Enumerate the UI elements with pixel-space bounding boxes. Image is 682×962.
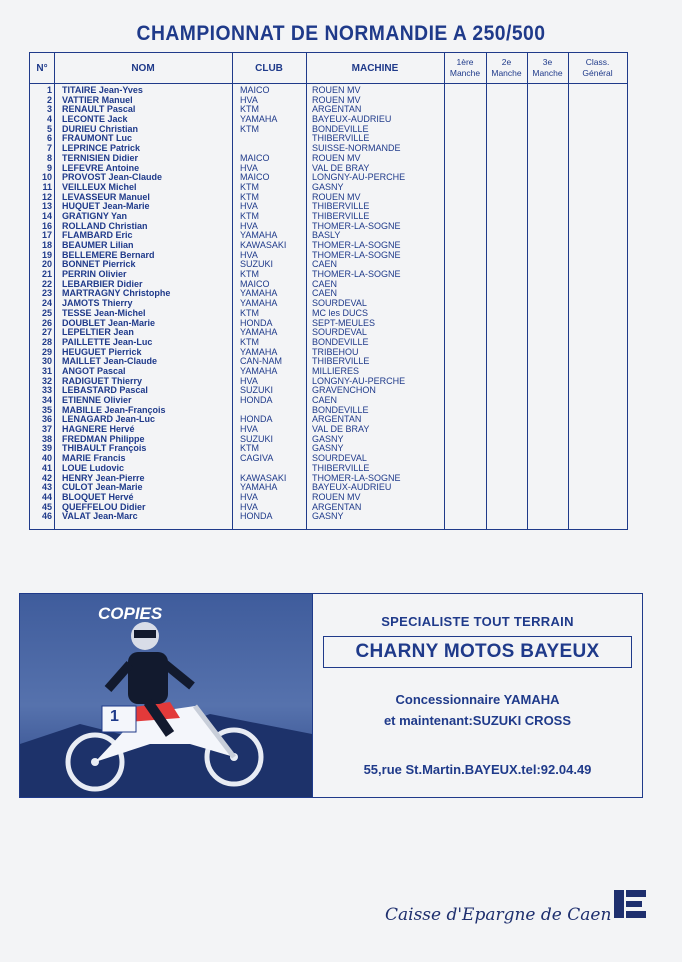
rider-number: 45 <box>41 501 52 512</box>
rider-number: 29 <box>41 346 52 357</box>
rider-number: 43 <box>41 482 52 493</box>
rider-club: KAWASAKI <box>240 472 287 483</box>
rider-club: YAMAHA <box>240 298 278 309</box>
page-title: CHAMPIONNAT DE NORMANDIE A 250/500 <box>136 22 546 45</box>
rider-club: SUZUKI <box>240 259 274 270</box>
dealer-line: Concessionnaire YAMAHA <box>395 692 560 707</box>
rider-machine: CAEN <box>312 259 338 270</box>
rider-name: LEBASTARD Pascal <box>62 385 148 396</box>
rider-machine: SUISSE-NORMANDE <box>312 143 401 154</box>
rider-machine: GASNY <box>312 511 344 522</box>
rider-number: 19 <box>41 249 52 260</box>
caisse-epargne-logo-icon <box>612 886 648 922</box>
dealer-brand: CHARNY MOTOS BAYEUX <box>323 636 632 668</box>
rider-machine: BONDEVILLE <box>312 336 369 347</box>
rider-club: KTM <box>240 210 259 221</box>
header-classement-bottom: Général <box>582 68 613 78</box>
rider-club: YAMAHA <box>240 327 278 338</box>
rider-number: 25 <box>41 307 52 318</box>
rider-machine: MILLIERES <box>312 365 360 376</box>
rider-machine: ROUEN MV <box>312 191 361 202</box>
header-manche-3 <box>527 53 568 83</box>
rider-machine: MC les DUCS <box>312 307 369 318</box>
rider-name: PAILLETTE Jean-Luc <box>62 336 153 347</box>
rider-name: RADIGUET Thierry <box>62 375 143 386</box>
rider-machine: LONGNY-AU-PERCHE <box>312 375 406 386</box>
rider-club: KAWASAKI <box>240 240 287 250</box>
rider-machine: ARGENTAN <box>312 414 362 425</box>
rider-club: KTM <box>240 104 259 115</box>
photo-caption: COPIES <box>98 604 163 623</box>
rider-number: 42 <box>41 472 52 483</box>
rider-club: KTM <box>240 191 259 202</box>
rider-name: ROLLAND Christian <box>62 220 148 231</box>
rider-machine: ARGENTAN <box>312 104 362 115</box>
rider-machine: ROUEN MV <box>312 94 361 105</box>
header-classement <box>568 53 627 83</box>
rider-machine: CAEN <box>312 278 338 289</box>
rider-name: LEPELTIER Jean <box>62 327 134 338</box>
rider-name: LEFEVRE Antoine <box>62 162 140 173</box>
rider-machine: THIBERVILLE <box>312 201 370 212</box>
rider-club: MAICO <box>240 152 270 163</box>
rider-machine: THOMER-LA-SOGNE <box>312 220 401 231</box>
rider-club: HVA <box>240 162 258 173</box>
motocross-illustration <box>20 594 312 797</box>
rider-club: KTM <box>240 336 259 347</box>
table-body <box>30 86 627 522</box>
rider-machine: BONDEVILLE <box>312 404 369 415</box>
rider-name: BONNET Pierrick <box>62 259 136 270</box>
rider-name: THIBAULT François <box>62 443 147 454</box>
rider-number: 28 <box>41 336 52 347</box>
rider-club: YAMAHA <box>240 114 278 125</box>
rider-club: CAGIVA <box>240 453 274 464</box>
rider-name: FREDMAN Philippe <box>62 433 145 444</box>
rider-number: 36 <box>41 414 52 425</box>
rider-club: HVA <box>240 249 258 260</box>
rider-machine: THOMER-LA-SOGNE <box>312 249 401 260</box>
rider-club: YAMAHA <box>240 482 278 493</box>
header-num: N° <box>36 62 48 74</box>
rider-name: BLOQUET Hervé <box>62 491 134 502</box>
rider-name: MARTRAGNY Christophe <box>62 288 171 299</box>
rider-club: KTM <box>240 181 259 192</box>
header-nom: NOM <box>131 62 155 74</box>
motocross-photo <box>20 594 313 797</box>
rider-name: HENRY Jean-Pierre <box>62 472 145 483</box>
rider-name: ETIENNE Olivier <box>62 395 132 405</box>
rider-number: 16 <box>41 220 52 231</box>
rider-number: 39 <box>41 443 52 454</box>
specialist-text: SPECIALISTE TOUT TERRAIN <box>381 614 574 629</box>
rider-number: 33 <box>41 385 52 396</box>
dealer-address: 55,rue St.Martin.BAYEUX.tel:92.04.49 <box>363 762 592 777</box>
rider-number: 35 <box>41 404 52 415</box>
rider-name: MABILLE Jean-François <box>62 404 166 415</box>
rider-name: HAGNERE Hervé <box>62 424 135 435</box>
rider-number: 46 <box>41 511 52 522</box>
rider-number: 34 <box>41 395 52 405</box>
rider-machine: SOURDEVAL <box>312 298 367 309</box>
rider-name: GRATIGNY Yan <box>62 210 128 221</box>
rider-number: 38 <box>41 433 52 444</box>
rider-club: HVA <box>240 424 258 435</box>
advertisement <box>19 593 643 798</box>
rider-machine: SEPT-MEULES <box>312 317 376 328</box>
rider-club: SUZUKI <box>240 385 274 396</box>
rider-number: 18 <box>41 240 52 250</box>
header-divider <box>30 83 627 84</box>
header-manche-2-bottom: Manche <box>491 68 522 78</box>
rider-number: 7 <box>46 143 52 154</box>
suzuki-line: et maintenant:SUZUKI CROSS <box>383 713 572 728</box>
rider-name: LEBARBIER Didier <box>62 278 143 289</box>
rider-club: YAMAHA <box>240 346 278 357</box>
rider-number: 4 <box>46 114 52 125</box>
rider-machine: THIBERVILLE <box>312 462 370 473</box>
rider-number: 21 <box>41 269 52 280</box>
rider-name: PERRIN Olivier <box>62 269 127 280</box>
rider-machine: SOURDEVAL <box>312 327 367 338</box>
rider-number: 3 <box>46 104 52 115</box>
rider-machine: THIBERVILLE <box>312 356 370 367</box>
rider-club: YAMAHA <box>240 288 278 299</box>
rider-club: MAICO <box>240 278 270 289</box>
rider-club: HVA <box>240 375 258 386</box>
rider-machine: ROUEN MV <box>312 491 361 502</box>
rider-number: 40 <box>41 453 52 464</box>
rider-number: 6 <box>46 133 52 144</box>
rider-machine: CAEN <box>312 395 338 405</box>
rider-number: 32 <box>41 375 52 386</box>
rider-name: VEILLEUX Michel <box>62 181 137 192</box>
rider-name: TITAIRE Jean-Yves <box>62 85 143 95</box>
rider-club: YAMAHA <box>240 230 278 241</box>
rider-club: KTM <box>240 443 259 454</box>
rider-machine: ARGENTAN <box>312 501 362 512</box>
results-table <box>29 52 628 530</box>
rider-number: 1 <box>46 85 52 95</box>
rider-number: 12 <box>41 191 52 202</box>
rider-club: KTM <box>240 269 259 280</box>
rider-club: HVA <box>240 491 258 502</box>
rider-club: CAN-NAM <box>240 356 282 367</box>
rider-number: 22 <box>41 278 52 289</box>
rider-machine: TRIBEHOU <box>312 346 359 357</box>
rider-club: HONDA <box>240 414 273 425</box>
rider-name: DOUBLET Jean-Marie <box>62 317 156 328</box>
header-manche-1-top: 1ère <box>456 57 474 67</box>
ad-text-panel <box>313 594 642 797</box>
bike-number: 1 <box>110 708 119 725</box>
rider-name: LENAGARD Jean-Luc <box>62 414 156 425</box>
rider-number: 8 <box>46 152 52 163</box>
rider-machine: ROUEN MV <box>312 152 361 163</box>
rider-name: FRAUMONT Luc <box>62 133 132 144</box>
rider-machine: THOMER-LA-SOGNE <box>312 240 401 250</box>
rider-machine: BONDEVILLE <box>312 123 369 134</box>
header-classement-top: Class. <box>585 57 610 67</box>
rider-name: LOUE Ludovic <box>62 462 125 473</box>
rider-number: 2 <box>46 94 52 105</box>
header-manche-3-bottom: Manche <box>532 68 563 78</box>
rider-machine: GASNY <box>312 433 344 444</box>
rider-number: 31 <box>41 365 52 376</box>
rider-name: HUQUET Jean-Marie <box>62 201 150 212</box>
rider-club: HVA <box>240 501 258 512</box>
rider-name: MARIE Francis <box>62 453 126 464</box>
rider-name: PROVOST Jean-Claude <box>62 172 163 183</box>
rider-number: 23 <box>41 288 52 299</box>
rider-machine: VAL DE BRAY <box>312 424 370 435</box>
header-machine: MACHINE <box>351 62 399 74</box>
rider-number: 37 <box>41 424 52 435</box>
rider-name: VATTIER Manuel <box>62 94 133 105</box>
header-club: CLUB <box>255 62 283 74</box>
rider-club: MAICO <box>240 85 270 95</box>
rider-number: 14 <box>41 210 52 221</box>
sponsor-name: Caisse d'Epargne de Caen <box>385 905 612 925</box>
rider-name: LEPRINCE Patrick <box>62 143 141 154</box>
rider-name: JAMOTS Thierry <box>62 298 133 309</box>
rider-name: CULOT Jean-Marie <box>62 482 143 493</box>
header-manche-1-bottom: Manche <box>449 68 481 78</box>
rider-name: LECONTE Jack <box>62 114 128 125</box>
table-row <box>30 512 627 522</box>
rider-machine: LONGNY-AU-PERCHE <box>312 172 406 183</box>
rider-machine: GASNY <box>312 443 344 454</box>
rider-number: 10 <box>41 172 52 183</box>
rider-machine: BAYEUX-AUDRIEU <box>312 482 392 493</box>
rider-machine: GRAVENCHON <box>312 385 376 396</box>
rider-club: MAICO <box>240 172 270 183</box>
rider-club: HONDA <box>240 395 273 405</box>
rider-machine: BAYEUX-AUDRIEU <box>312 114 392 125</box>
rider-club: KTM <box>240 123 259 134</box>
rider-number: 26 <box>41 317 52 328</box>
rider-name: ANGOT Pascal <box>62 365 126 376</box>
rider-club: YAMAHA <box>240 365 278 376</box>
rider-club: HVA <box>240 201 258 212</box>
rider-machine: GASNY <box>312 181 344 192</box>
rider-club: HONDA <box>240 511 273 522</box>
rider-number: 30 <box>41 356 52 367</box>
rider-machine: VAL DE BRAY <box>312 162 370 173</box>
rider-number: 13 <box>41 201 52 212</box>
rider-machine: ROUEN MV <box>312 85 361 95</box>
rider-name: QUEFFELOU Didier <box>62 501 146 512</box>
rider-club: HVA <box>240 94 258 105</box>
rider-name: FLAMBARD Eric <box>62 230 133 241</box>
rider-number: 20 <box>41 259 52 270</box>
rider-machine: THIBERVILLE <box>312 210 370 221</box>
rider-machine: THOMER-LA-SOGNE <box>312 472 401 483</box>
rider-name: LEVASSEUR Manuel <box>62 191 150 202</box>
rider-machine: CAEN <box>312 288 338 299</box>
header-manche-2-top: 2e <box>501 57 512 67</box>
rider-number: 44 <box>41 491 52 502</box>
rider-number: 24 <box>41 298 52 309</box>
rider-name: TERNISIEN Didier <box>62 152 139 163</box>
rider-number: 11 <box>42 181 52 192</box>
rider-name: HEUGUET Pierrick <box>62 346 142 357</box>
rider-name: BELLEMERE Bernard <box>62 249 155 260</box>
rider-club: HVA <box>240 220 258 231</box>
header-manche-1 <box>444 53 486 83</box>
header-manche-2 <box>486 53 527 83</box>
rider-number: 41 <box>41 462 52 473</box>
rider-number: 9 <box>46 162 52 173</box>
rider-machine: BASLY <box>312 230 341 241</box>
rider-club: KTM <box>240 307 259 318</box>
rider-name: RENAULT Pascal <box>62 104 136 115</box>
rider-machine: THOMER-LA-SOGNE <box>312 269 401 280</box>
rider-name: MAILLET Jean-Claude <box>62 356 158 367</box>
rider-club: HONDA <box>240 317 273 328</box>
rider-name: DURIEU Christian <box>62 123 139 134</box>
rider-club: SUZUKI <box>240 433 274 444</box>
rider-name: VALAT Jean-Marc <box>62 511 138 522</box>
rider-machine: SOURDEVAL <box>312 453 367 464</box>
rider-number: 17 <box>41 230 52 241</box>
rider-number: 5 <box>46 123 52 134</box>
rider-name: TESSE Jean-Michel <box>62 307 146 318</box>
header-manche-3-top: 3e <box>542 57 553 67</box>
rider-name: BEAUMER Lilian <box>62 240 134 250</box>
rider-machine: THIBERVILLE <box>312 133 370 144</box>
rider-number: 27 <box>41 327 52 338</box>
